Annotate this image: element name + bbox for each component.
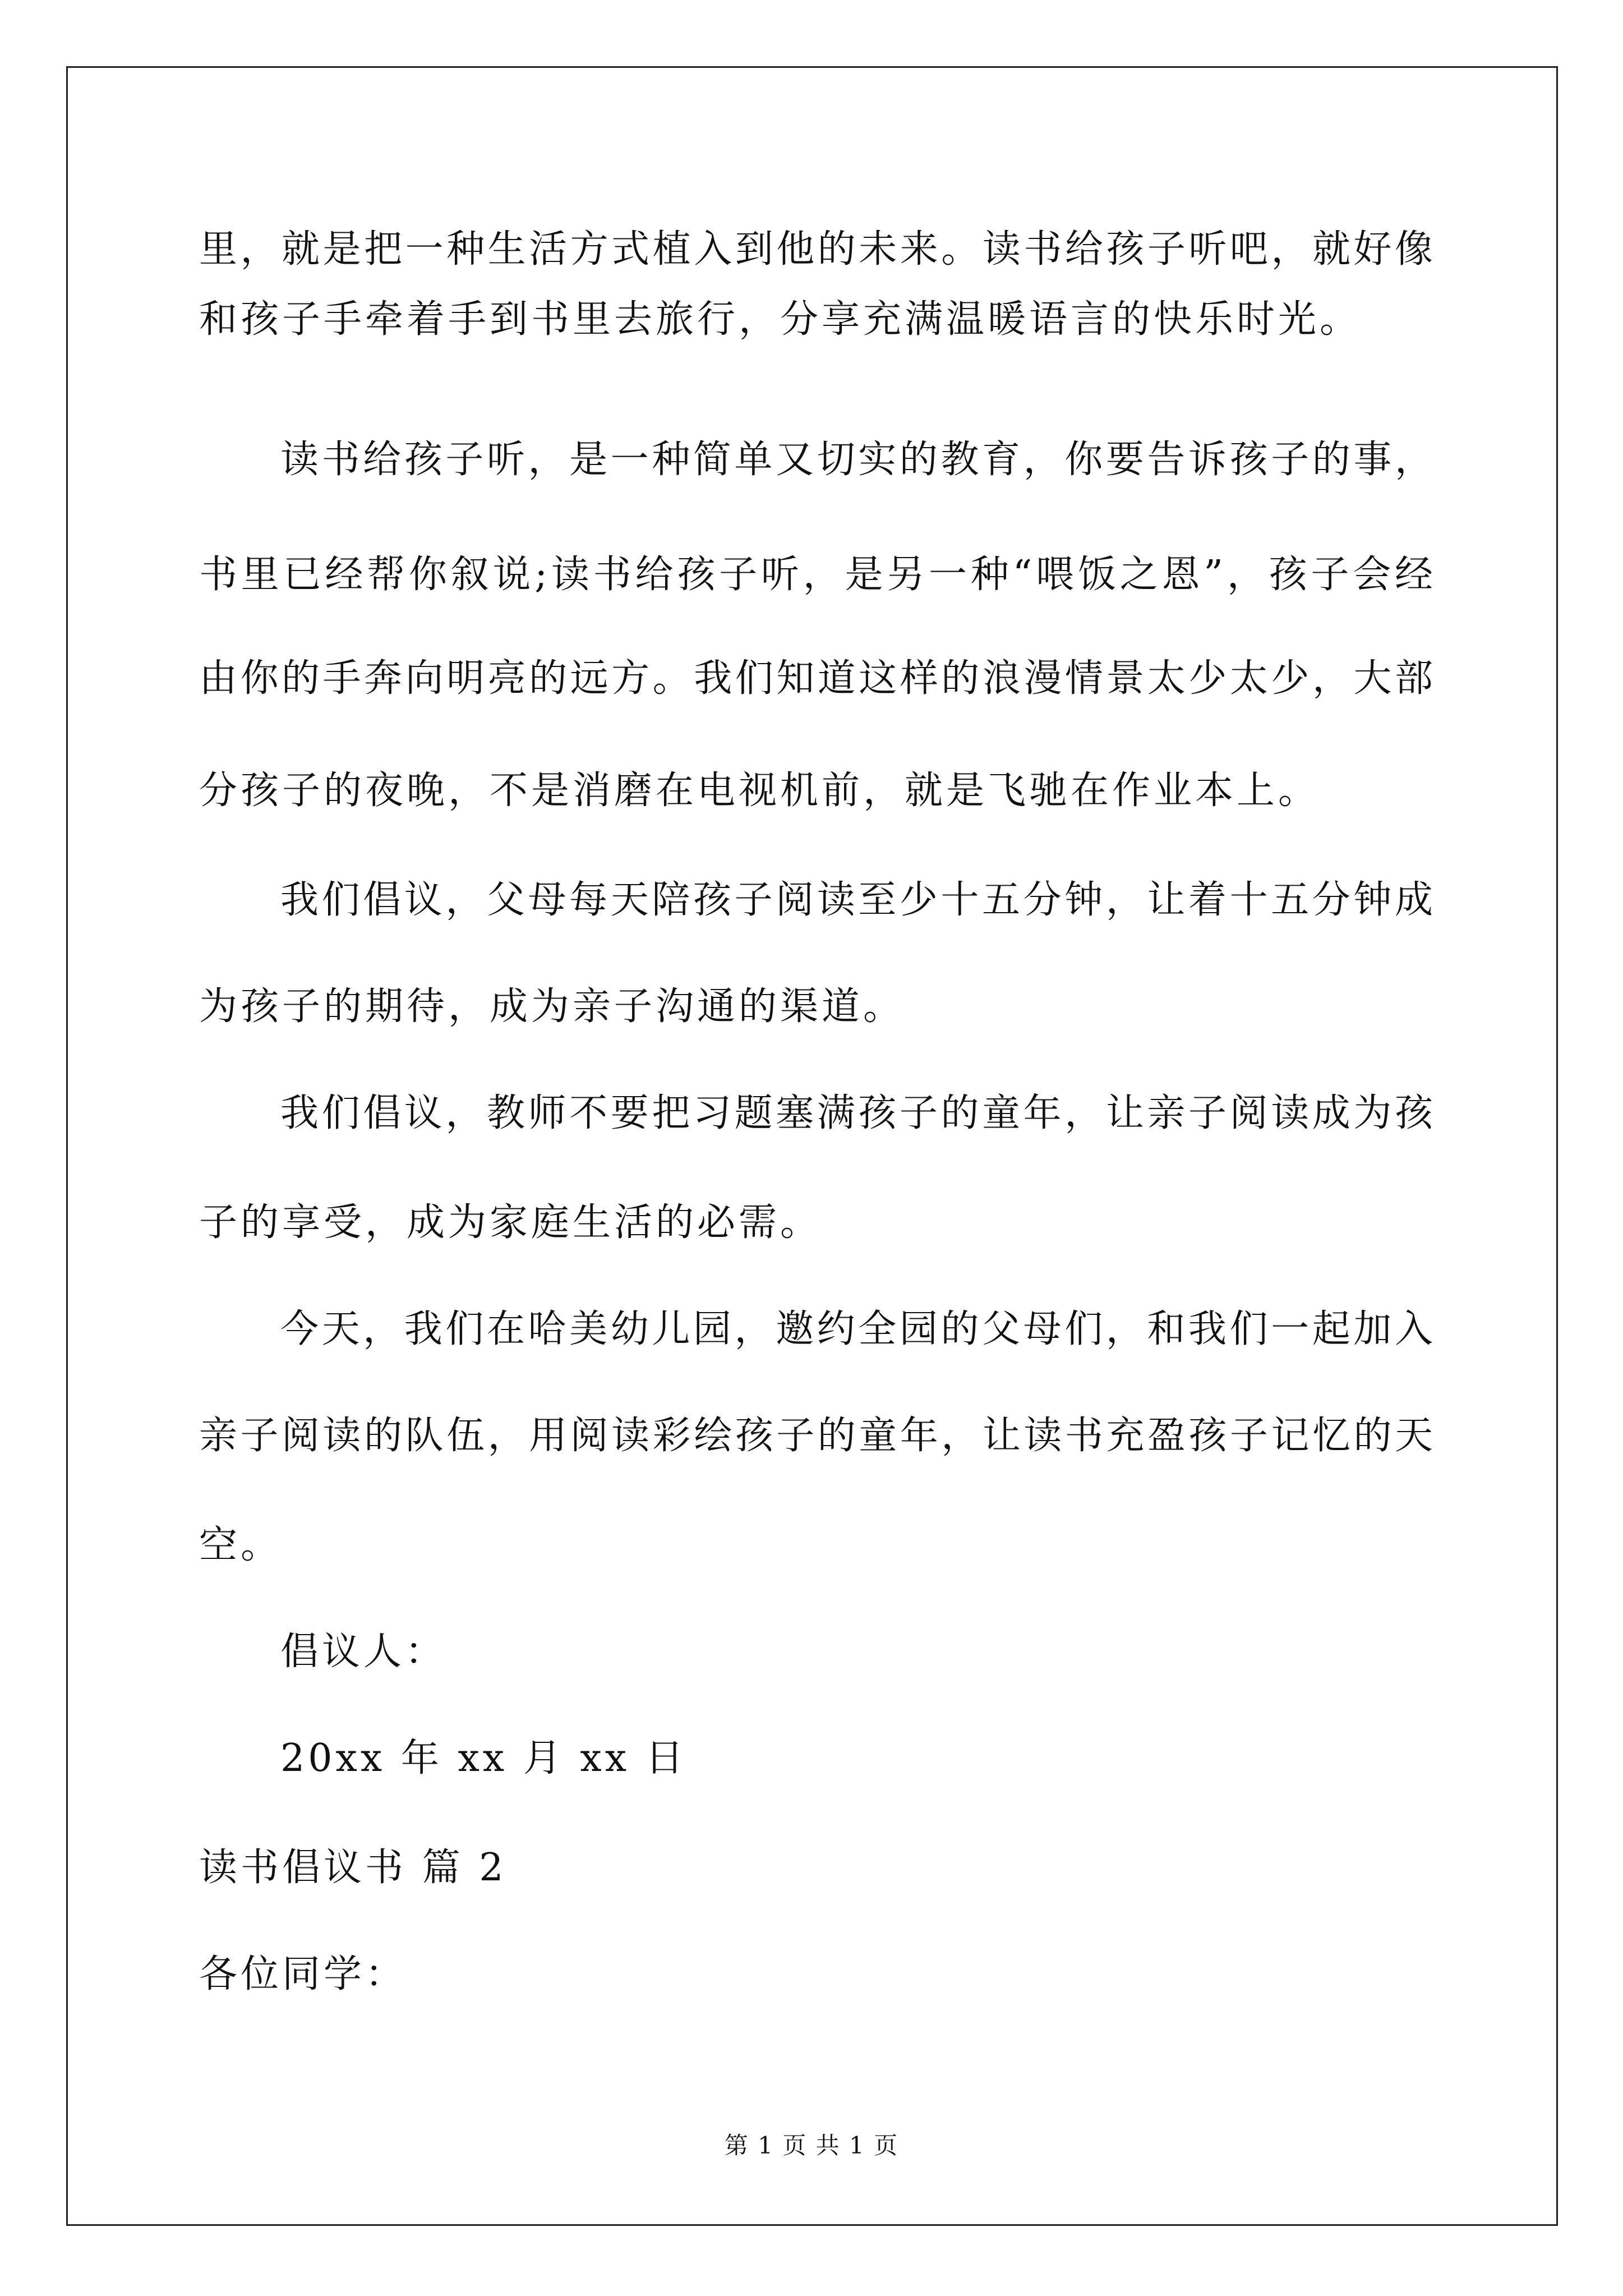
paragraph-line: 今天，我们在哈美幼儿园，邀约全园的父母们，和我们一起加入 [280, 1307, 1433, 1351]
date-line: 20xx 年 xx 月 xx 日 [280, 1736, 687, 1780]
paragraph-line: 我们倡议，父母每天陪孩子阅读至少十五分钟，让着十五分钟成 [280, 878, 1433, 922]
paragraph-line: 空。 [199, 1523, 283, 1567]
paragraph-line: 和孩子手牵着手到书里去旅行，分享充满温暖语言的快乐时光。 [199, 297, 1362, 342]
paragraph-line: 为孩子的期待，成为亲子沟通的渠道。 [199, 984, 905, 1029]
paragraph-line: 分孩子的夜晚，不是消磨在电视机前，就是飞驰在作业本上。 [199, 769, 1320, 813]
salutation: 各位同学： [199, 1952, 407, 1996]
page-border [66, 66, 1558, 2226]
paragraph-line: 我们倡议，教师不要把习题塞满孩子的童年，让亲子阅读成为孩 [280, 1091, 1433, 1135]
page-footer: 第 1 页 共 1 页 [724, 2132, 899, 2159]
paragraph-line: 亲子阅读的队伍，用阅读彩绘孩子的童年，让读书充盈孩子记忆的天 [199, 1414, 1433, 1458]
section-heading: 读书倡议书 篇 2 [199, 1846, 507, 1890]
signature-label: 倡议人： [280, 1630, 447, 1674]
paragraph-line: 读书给孩子听，是一种简单又切实的教育，你要告诉孩子的事， [280, 438, 1433, 482]
paragraph-line: 书里已经帮你叙说;读书给孩子听，是另一种“喂饭之恩”，孩子会经 [199, 553, 1433, 597]
paragraph-line: 由你的手奔向明亮的远方。我们知道这样的浪漫情景太少太少，大部 [199, 656, 1433, 701]
paragraph-line: 里，就是把一种生活方式植入到他的未来。读书给孩子听吧，就好像 [199, 227, 1433, 272]
paragraph-line: 子的享受，成为家庭生活的必需。 [199, 1200, 822, 1245]
